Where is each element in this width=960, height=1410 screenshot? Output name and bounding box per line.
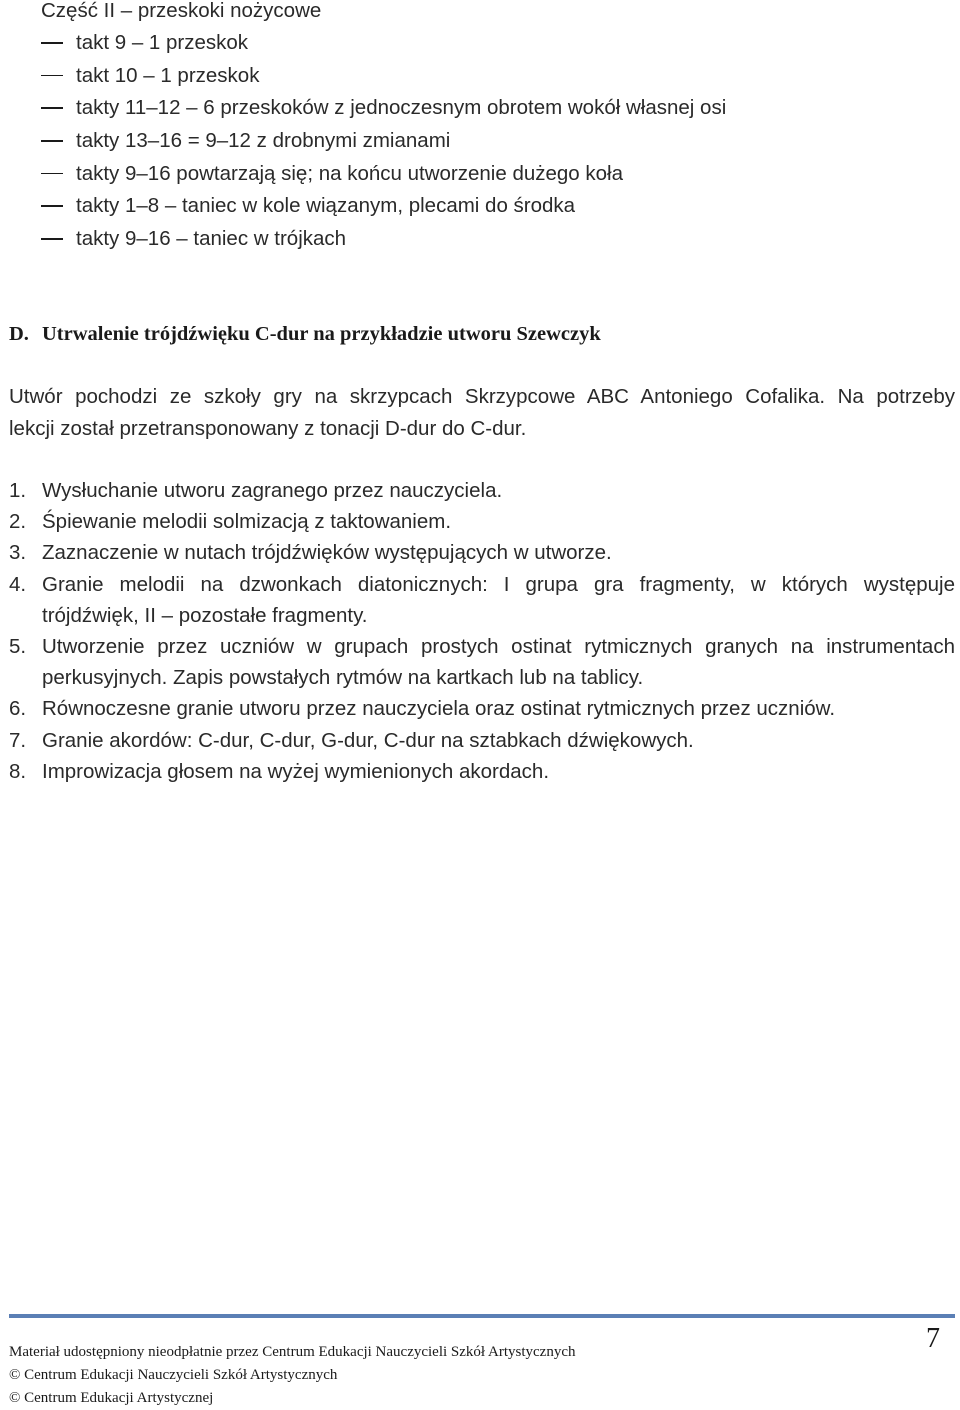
step-number: 1.	[9, 479, 27, 502]
step-item	[9, 475, 955, 506]
step-text: Równoczesne granie utworu przez nauczyciela oraz ostinat rytmicznych przez uczniów.	[42, 697, 836, 721]
dash-list-item: takty 1–8 – taniec w kole wiązanym, plecami do środka	[41, 193, 726, 226]
step-number: 5.	[9, 635, 27, 659]
step-item	[9, 693, 955, 724]
dash-bullet	[41, 140, 63, 142]
section-d-title: Utrwalenie trójdźwięku C-dur na przykładzie utworu Szewczyk	[42, 323, 601, 345]
step-item	[9, 506, 955, 537]
dash-list-item: takt 10 – 1 przeskok	[41, 63, 726, 96]
step-text: Śpiewanie melodii solmizacją z taktowaniem.	[42, 510, 452, 534]
part-title: Część II – przeskoki nożycowe	[41, 0, 322, 22]
dash-bullet	[41, 238, 63, 240]
step-text: trójdźwięk, II – pozostałe fragmenty.	[42, 603, 368, 627]
step-text: perkusyjnych. Zapis powstałych rytmów na kartkach lub na tablicy.	[42, 666, 644, 690]
step-text: Wysłuchanie utworu zagranego przez nauczyciela.	[42, 479, 503, 502]
dash-bullet	[41, 42, 63, 44]
step-item	[9, 569, 955, 631]
dash-bullet	[41, 173, 63, 175]
dash-bullet	[41, 75, 63, 77]
dash-list-item: takty 9–16 – taniec w trójkach	[41, 226, 726, 259]
section-d-heading	[9, 321, 601, 347]
page-number: 7	[926, 1323, 940, 1354]
dash-list	[41, 30, 726, 259]
step-text: Zaznaczenie w nutach trójdźwięków występujących w utworze.	[42, 541, 612, 565]
step-number: 7.	[9, 728, 27, 752]
steps-list	[9, 475, 955, 787]
step-number: 6.	[9, 697, 27, 721]
step-text: Granie akordów: C-dur, C-dur, G-dur, C-dur na sztabkach dźwiękowych.	[42, 728, 694, 752]
footer-divider	[9, 1314, 955, 1318]
footer	[9, 1341, 576, 1410]
step-text: Utworzenie przez uczniów w grupach prostych ostinat rytmicznych granych na instrumentach	[42, 635, 955, 659]
dash-bullet	[41, 205, 63, 207]
dash-list-item: takty 9–16 powtarzają się; na końcu utworzenie dużego koła	[41, 161, 726, 194]
step-number: 4.	[9, 572, 27, 596]
step-number: 2.	[9, 510, 27, 534]
footer-line: © Centrum Edukacji Nauczycieli Szkół Artystycznych	[9, 1367, 338, 1383]
step-item	[9, 725, 955, 756]
step-item	[9, 756, 955, 787]
step-text: Granie melodii na dzwonkach diatonicznych: I grupa gra fragmenty, w których występuje	[42, 572, 955, 596]
dash-bullet	[41, 107, 63, 109]
step-number: 3.	[9, 541, 27, 565]
dash-list-item: takty 13–16 = 9–12 z drobnymi zmianami	[41, 128, 726, 161]
dash-list-item: takt 9 – 1 przeskok	[41, 30, 726, 63]
step-item	[9, 631, 955, 693]
footer-line: © Centrum Edukacji Artystycznej	[9, 1390, 214, 1406]
step-text: Improwizacja głosem na wyżej wymienionych akordach.	[42, 759, 550, 783]
dash-list-item: takty 11–12 – 6 przeskoków z jednoczesnym obrotem wokół własnej osi	[41, 95, 726, 128]
intro-line: Utwór pochodzi ze szkoły gry na skrzypcach Skrzypcowe ABC Antoniego Cofalika. Na potrzeby	[9, 385, 955, 408]
footer-line: Materiał udostępniony nieodpłatnie przez Centrum Edukacji Nauczycieli Szkół Artystycznych	[9, 1344, 576, 1360]
section-d-label: D.	[9, 323, 29, 345]
intro-paragraph	[9, 381, 955, 444]
step-number: 8.	[9, 759, 27, 783]
intro-line: lekcji został przetransponowany z tonacji D-dur do C-dur.	[9, 416, 527, 440]
step-item	[9, 537, 955, 568]
